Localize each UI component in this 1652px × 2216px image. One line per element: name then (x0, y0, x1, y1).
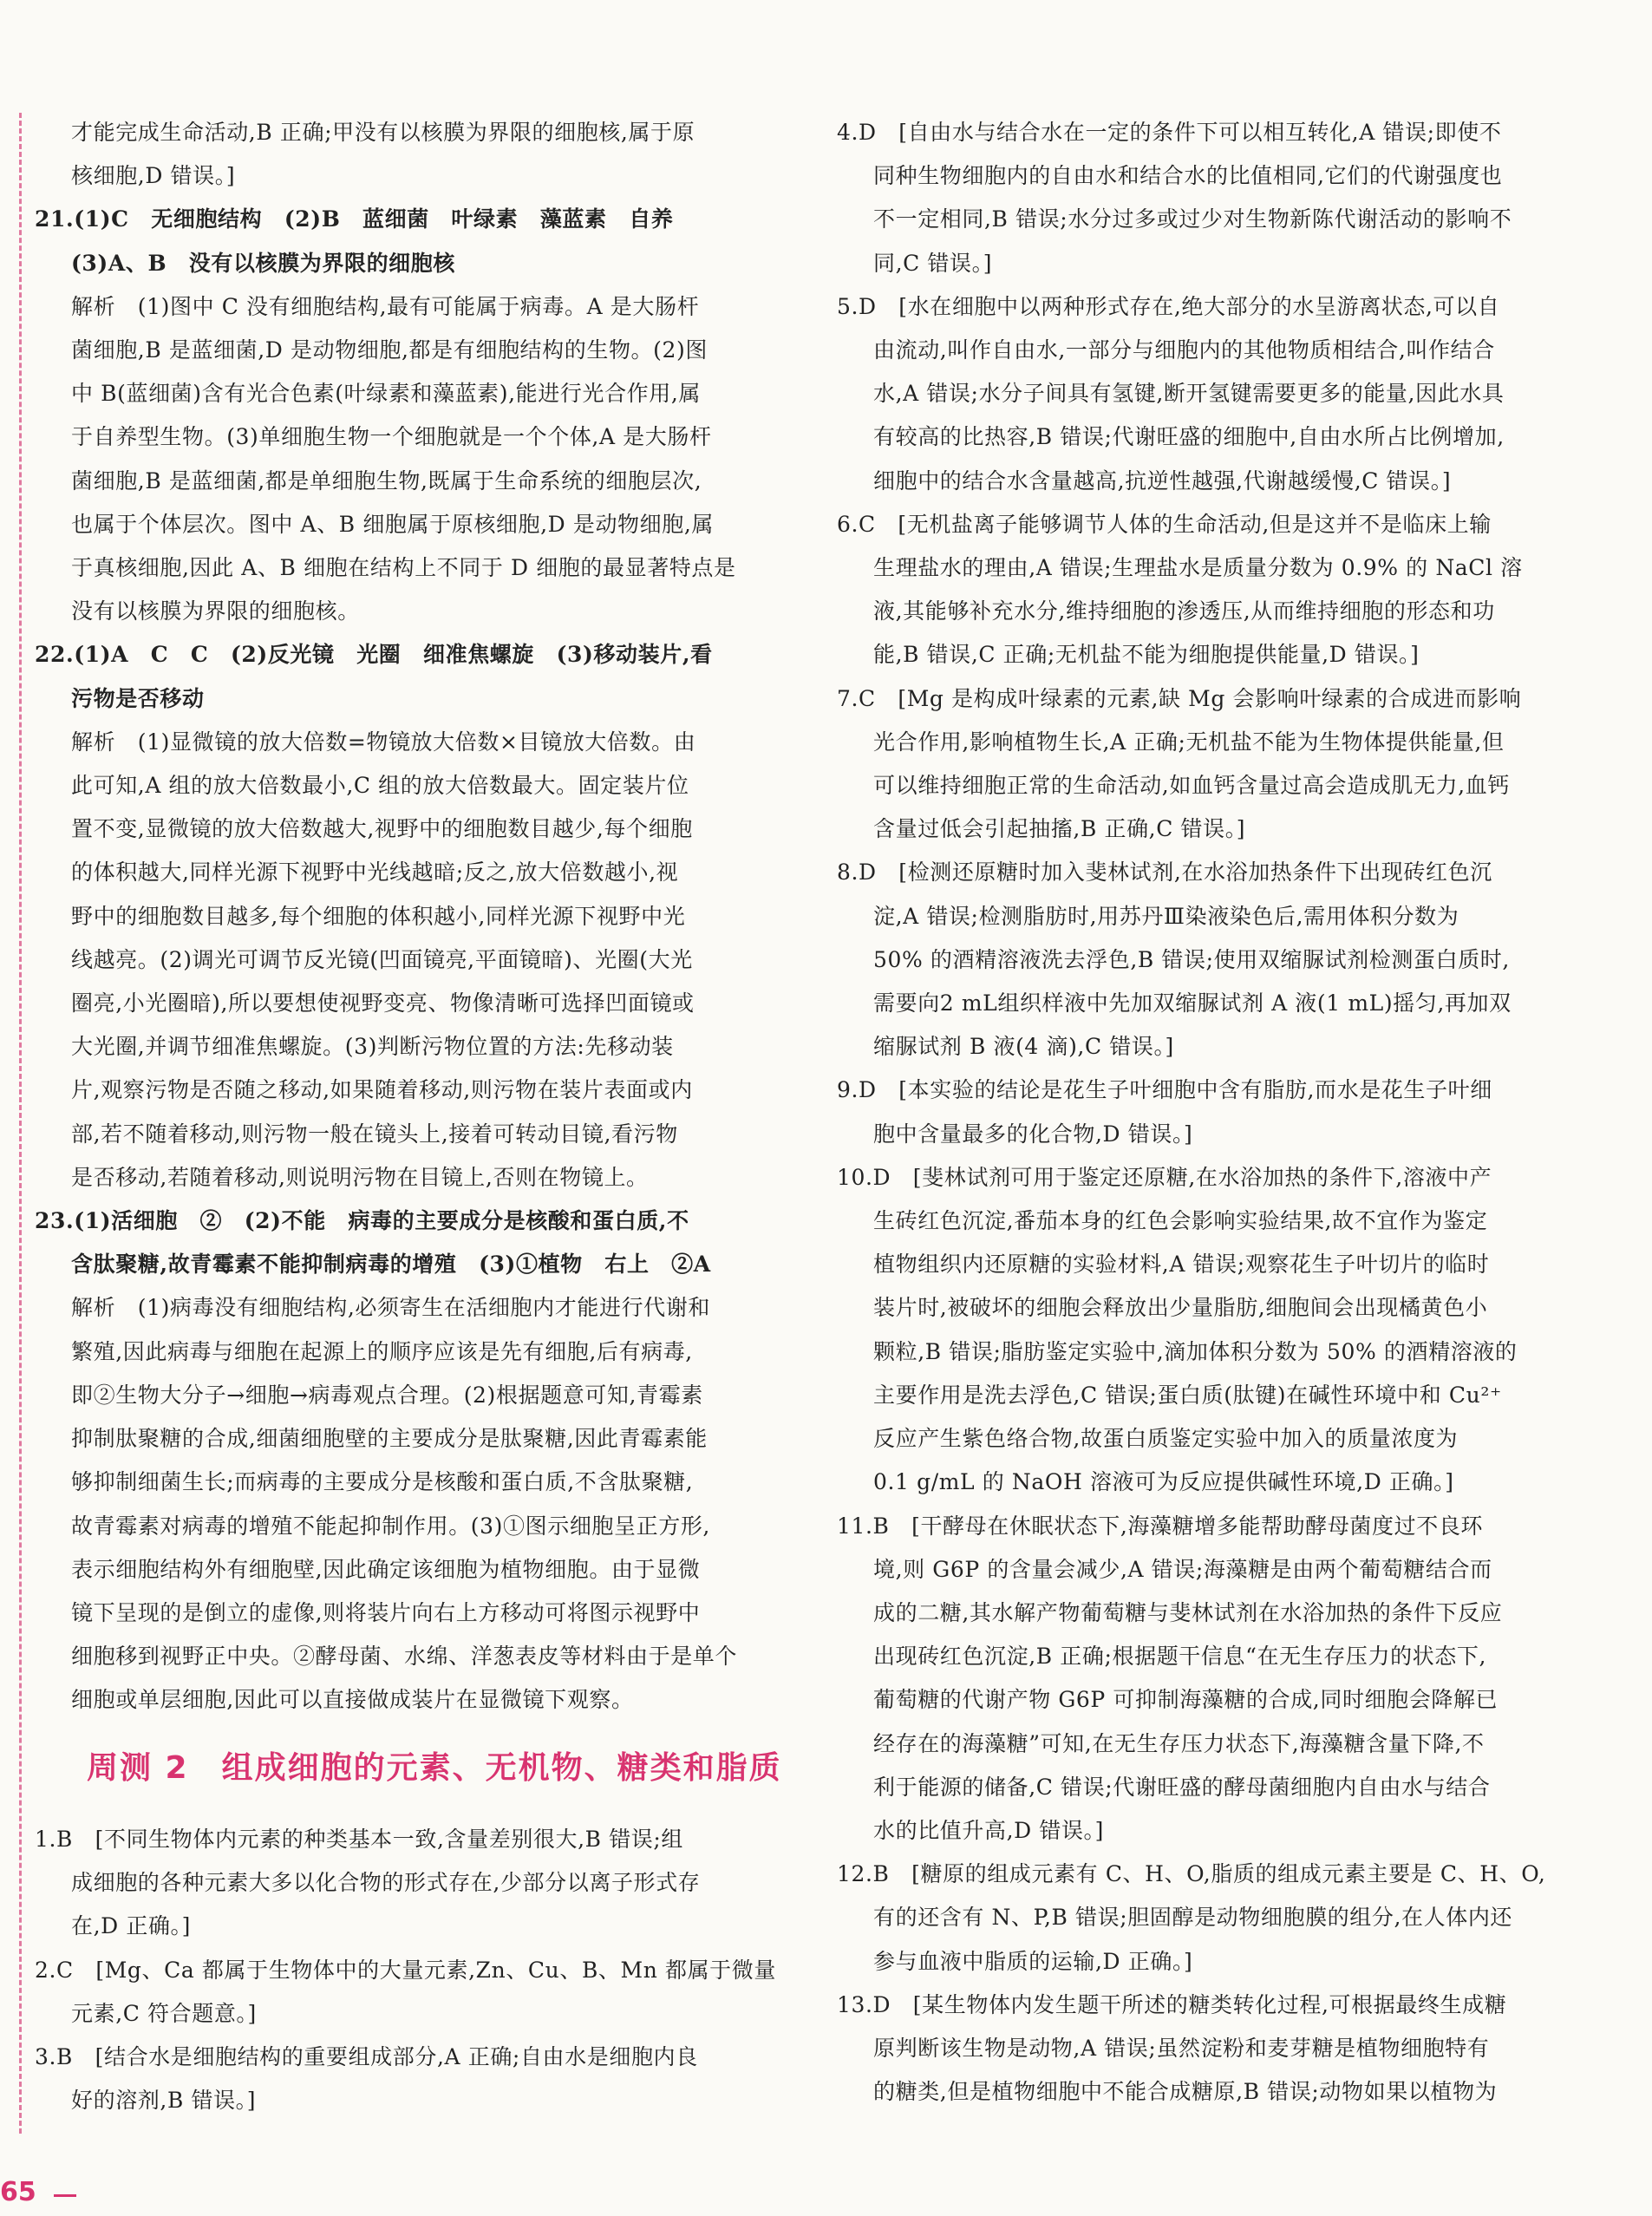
text-line: 在,D 正确。] (71, 1913, 191, 1939)
text-line: (3)A、B 没有以核膜为界限的细胞核 (71, 250, 455, 276)
text-line: 即②生物大分子→细胞→病毒观点合理。(2)根据题意可知,青霉素 (71, 1382, 703, 1408)
text-line: 50% 的酒精溶液洗去浮色,B 错误;使用双缩脲试剂检测蛋白质时, (873, 946, 1510, 972)
text-line: 抑制肽聚糖的合成,细菌细胞壁的主要成分是肽聚糖,因此青霉素能 (71, 1426, 708, 1452)
text-line: 胞中含量最多的化合物,D 错误。] (873, 1121, 1193, 1147)
text-line: 水,A 错误;水分子间具有氢键,断开氢键需要更多的能量,因此水具 (873, 381, 1505, 407)
text-line: 0.1 g/mL 的 NaOH 溶液可为反应提供碱性环境,D 正确。] (873, 1469, 1454, 1495)
page-number-dash (54, 2194, 76, 2197)
text-line: 没有以核膜为界限的细胞核。 (71, 598, 360, 624)
text-line: 有较高的比热容,B 错误;代谢旺盛的细胞中,自由水所占比例增加, (873, 424, 1505, 450)
text-line: 才能完成生命活动,B 正确;甲没有以核膜为界限的细胞核,属于原 (71, 120, 695, 145)
text-line: 液,其能够补充水分,维持细胞的渗透压,从而维持细胞的形态和功 (873, 598, 1495, 624)
text-line: 经存在的海藻糖”可知,在无生存压力状态下,海藻糖含量下降,不 (873, 1730, 1485, 1756)
text-line: 成的二糖,其水解产物葡萄糖与斐林试剂在水浴加热的条件下反应 (873, 1599, 1503, 1625)
text-line: 原判断该生物是动物,A 错误;虽然淀粉和麦芽糖是植物细胞特有 (873, 2035, 1490, 2061)
text-line: 颗粒,B 错误;脂肪鉴定实验中,滴加体积分数为 50% 的酒精溶液的 (873, 1338, 1518, 1364)
text-line: 部,若不随着移动,则污物一般在镜头上,接着可转动目镜,看污物 (71, 1121, 678, 1147)
text-line: 水的比值升高,D 错误。] (873, 1817, 1104, 1843)
text-line: 生理盐水的理由,A 错误;生理盐水是质量分数为 0.9% 的 NaCl 溶 (873, 555, 1523, 581)
text-line: 菌细胞,B 是蓝细菌,都是单细胞生物,既属于生命系统的细胞层次, (71, 467, 702, 494)
right-column (837, 111, 1583, 2114)
text-line: 22.(1)A C C (2)反光镜 光圈 细准焦螺旋 (3)移动装片,看 (35, 642, 713, 668)
text-line: 繁殖,因此病毒与细胞在起源上的顺序应该是先有细胞,后有病毒, (71, 1338, 693, 1364)
text-line: 细胞移到视野正中央。②酵母菌、水绵、洋葱表皮等材料由于是单个 (71, 1644, 738, 1670)
text-line: 同,C 错误。] (873, 250, 993, 276)
text-line: 也属于个体层次。图中 A、B 细胞属于原核细胞,D 是动物细胞,属 (71, 511, 715, 537)
text-line: 线越亮。(2)调光可调节反光镜(凹面镜亮,平面镜暗)、光圈(大光 (71, 946, 693, 972)
text-line: 2.C [Mg、Ca 都属于生物体中的大量元素,Zn、Cu、B、Mn 都属于微量 (35, 1957, 776, 1983)
left-answers-block (35, 111, 798, 1722)
text-line: 野中的细胞数目越多,每个细胞的体积越小,同样光源下视野中光 (71, 903, 686, 929)
text-line: 21.(1)C 无细胞结构 (2)B 蓝细菌 叶绿素 藻蓝素 自养 (35, 206, 674, 232)
text-line: 9.D [本实验的结论是花生子叶细胞中含有脂肪,而水是花生子叶细 (837, 1077, 1492, 1103)
page-number: 65 (0, 2177, 36, 2207)
text-line: 有的还含有 N、P,B 错误;胆固醇是动物细胞膜的组分,在人体内还 (873, 1905, 1513, 1931)
margin-dashed-line (19, 113, 22, 2134)
text-line: 出现砖红色沉淀,B 正确;根据题干信息“在无生存压力的状态下, (873, 1644, 1487, 1670)
right-answers-block (837, 111, 1583, 2114)
text-line: 10.D [斐林试剂可用于鉴定还原糖,在水浴加热的条件下,溶液中产 (837, 1164, 1492, 1190)
text-line: 解析 (1)图中 C 没有细胞结构,最有可能属于病毒。A 是大肠杆 (71, 293, 700, 319)
text-line: 中 B(蓝细菌)含有光合色素(叶绿素和藻蓝素),能进行光合作用,属 (71, 381, 702, 407)
text-line: 含肽聚糖,故青霉素不能抑制病毒的增殖 (3)①植物 右上 ②A (71, 1252, 711, 1278)
text-line: 细胞中的结合水含量越高,抗逆性越强,代谢越缓慢,C 错误。] (873, 467, 1452, 494)
text-line: 是否移动,若随着移动,则说明污物在目镜上,否则在物镜上。 (71, 1164, 649, 1190)
text-line: 于自养型生物。(3)单细胞生物一个细胞就是一个个体,A 是大肠杆 (71, 424, 712, 450)
text-line: 4.D [自由水与结合水在一定的条件下可以相互转化,A 错误;即使不 (837, 120, 1502, 145)
text-line: 光合作用,影响植物生长,A 正确;无机盐不能为生物体提供能量,但 (873, 729, 1505, 755)
text-line: 23.(1)活细胞 ② (2)不能 病毒的主要成分是核酸和蛋白质,不 (35, 1208, 689, 1234)
text-line: 好的溶剂,B 错误。] (71, 2088, 257, 2114)
text-line: 境,则 G6P 的含量会减少,A 错误;海藻糖是由两个葡萄糖结合而 (873, 1556, 1492, 1582)
text-line: 此可知,A 组的放大倍数最小,C 组的放大倍数最大。固定装片位 (71, 773, 689, 799)
left-column (35, 111, 798, 1722)
text-line: 3.B [结合水是细胞结构的重要组成部分,A 正确;自由水是细胞内良 (35, 2044, 698, 2070)
left-column-lower (35, 1818, 798, 2122)
text-line: 6.C [无机盐离子能够调节人体的生命活动,但是这并不是临床上输 (837, 511, 1492, 537)
text-line: 圈亮,小光圈暗),所以要想使视野变亮、物像清晰可选择凹面镜或 (71, 990, 695, 1016)
text-line: 镜下呈现的是倒立的虚像,则将装片向右上方移动可将图示视野中 (71, 1599, 701, 1625)
text-line: 缩脲试剂 B 液(4 滴),C 错误。] (873, 1034, 1174, 1060)
text-line: 含量过低会引起抽搐,B 正确,C 错误。] (873, 816, 1246, 842)
text-line: 8.D [检测还原糖时加入斐林试剂,在水浴加热条件下出现砖红色沉 (837, 860, 1492, 886)
text-line: 核细胞,D 错误。] (71, 163, 236, 189)
text-line: 于真核细胞,因此 A、B 细胞在结构上不同于 D 细胞的最显著特点是 (71, 555, 736, 581)
text-line: 可以维持细胞正常的生命活动,如血钙含量过高会造成肌无力,血钙 (873, 773, 1510, 799)
text-line: 成细胞的各种元素大多以化合物的形式存在,少部分以离子形式存 (71, 1870, 701, 1896)
text-line: 元素,C 符合题意。] (71, 2000, 257, 2026)
text-line: 生砖红色沉淀,番茄本身的红色会影响实验结果,故不宜作为鉴定 (873, 1208, 1488, 1234)
text-line: 11.B [干酵母在休眠状态下,海藻糖增多能帮助酵母菌度过不良环 (837, 1513, 1484, 1539)
text-line: 同种生物细胞内的自由水和结合水的比值相同,它们的代谢强度也 (873, 163, 1503, 189)
text-line: 1.B [不同生物体内元素的种类基本一致,含量差别很大,B 错误;组 (35, 1827, 684, 1852)
text-line: 利于能源的储备,C 错误;代谢旺盛的酵母菌细胞内自由水与结合 (873, 1774, 1491, 1800)
text-line: 由流动,叫作自由水,一部分与细胞内的其他物质相结合,叫作结合 (873, 337, 1495, 363)
text-line: 的体积越大,同样光源下视野中光线越暗;反之,放大倍数越小,视 (71, 860, 679, 886)
text-line: 7.C [Mg 是构成叶绿素的元素,缺 Mg 会影响叶绿素的合成进而影响 (837, 685, 1522, 711)
text-line: 需要向2 mL组织样液中先加双缩脲试剂 A 液(1 mL)摇匀,再加双 (873, 990, 1512, 1016)
text-line: 不一定相同,B 错误;水分过多或过少对生物新陈代谢活动的影响不 (873, 206, 1512, 232)
text-line: 主要作用是洗去浮色,C 错误;蛋白质(肽键)在碱性环境中和 Cu²⁺ (873, 1382, 1502, 1408)
text-line: 片,观察污物是否随之移动,如果随着移动,则污物在装片表面或内 (71, 1077, 693, 1103)
text-line: 能,B 错误,C 正确;无机盐不能为细胞提供能量,D 错误。] (873, 642, 1420, 668)
text-line: 参与血液中脂质的运输,D 正确。] (873, 1948, 1193, 1974)
text-line: 反应产生紫色络合物,故蛋白质鉴定实验中加入的质量浓度为 (873, 1426, 1459, 1452)
text-line: 葡萄糖的代谢产物 G6P 可抑制海藻糖的合成,同时细胞会降解已 (873, 1687, 1499, 1713)
text-line: 装片时,被破坏的细胞会释放出少量脂肪,细胞间会出现橘黄色小 (873, 1295, 1488, 1321)
text-line: 表示细胞结构外有细胞壁,因此确定该细胞为植物细胞。由于显微 (71, 1556, 701, 1582)
text-line: 置不变,显微镜的放大倍数越大,视野中的细胞数目越少,每个细胞 (71, 816, 693, 842)
text-line: 菌细胞,B 是蓝细菌,D 是动物细胞,都是有细胞结构的生物。(2)图 (71, 337, 708, 363)
text-line: 够抑制细菌生长;而病毒的主要成分是核酸和蛋白质,不含肽聚糖, (71, 1469, 694, 1495)
text-line: 的糖类,但是植物细胞中不能合成糖原,B 错误;动物如果以植物为 (873, 2079, 1498, 2105)
text-line: 污物是否移动 (71, 685, 205, 711)
text-line: 植物组织内还原糖的实验材料,A 错误;观察花生子叶切片的临时 (873, 1252, 1490, 1278)
section-answers-block (35, 1818, 798, 2122)
text-line: 5.D [水在细胞中以两种形式存在,绝大部分的水呈游离状态,可以自 (837, 293, 1500, 319)
text-line: 大光圈,并调节细准焦螺旋。(3)判断污物位置的方法:先移动装 (71, 1034, 674, 1060)
text-line: 解析 (1)病毒没有细胞结构,必须寄生在活细胞内才能进行代谢和 (71, 1295, 710, 1321)
text-line: 12.B [糖原的组成元素有 C、H、O,脂质的组成元素主要是 C、H、O, (837, 1861, 1546, 1887)
section-title: 周测 2 组成细胞的元素、无机物、糖类和脂质 (87, 1750, 782, 1786)
text-line: 解析 (1)显微镜的放大倍数=物镜放大倍数×目镜放大倍数。由 (71, 729, 696, 755)
text-line: 淀,A 错误;检测脂肪时,用苏丹Ⅲ染液染色后,需用体积分数为 (873, 903, 1459, 929)
text-line: 故青霉素对病毒的增殖不能起抑制作用。(3)①图示细胞呈正方形, (71, 1513, 710, 1539)
text-line: 细胞或单层细胞,因此可以直接做成装片在显微镜下观察。 (71, 1687, 634, 1713)
text-line: 13.D [某生物体内发生题干所述的糖类转化过程,可根据最终生成糖 (837, 1991, 1507, 2017)
